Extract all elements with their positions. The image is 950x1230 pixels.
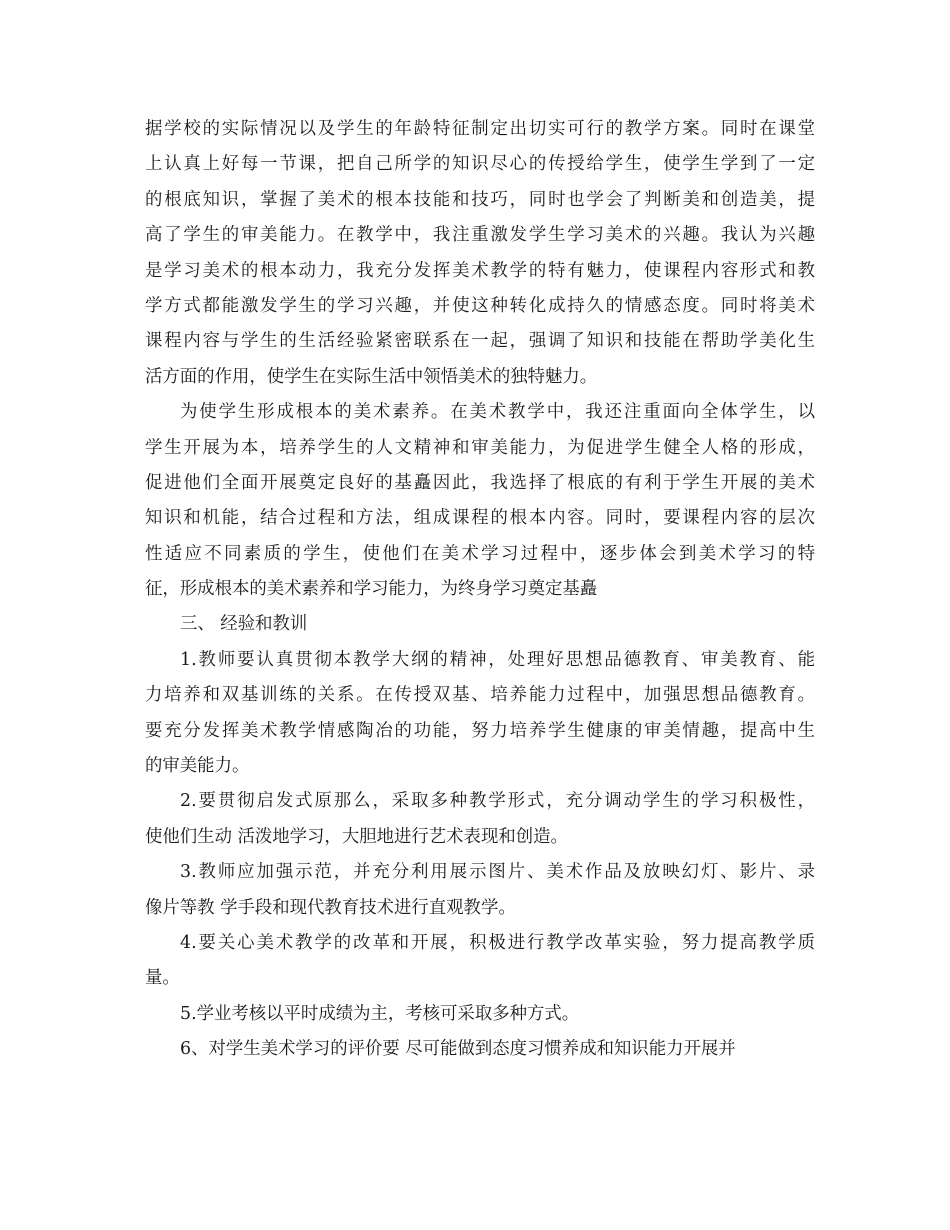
text-line: 据学校的实际情况以及学生的年龄特征制定出切实可行的教学方案。同时在课堂 [145, 119, 815, 139]
document-body [145, 112, 815, 1068]
text-line: 学方式都能激发学生的学习兴趣，并使这种转化成持久的情感态度。同时将美术 [145, 295, 815, 316]
list-item-5-line: 5.学业考核以平时成绩为主，考核可采取多种方式。 [180, 1003, 580, 1024]
list-item-3-line: 3.教师应加强示范，并充分利用展示图片、美术作品及放映幻灯、影片、录 [180, 862, 815, 883]
list-item-1-line: 1.教师要认真贯彻本教学大纲的精神，处理好思想品德教育、审美教育、能 [180, 649, 815, 670]
text-line: 性适应不同素质的学生，使他们在美术学习过程中，逐步体会到美术学习的特 [145, 543, 815, 564]
list-item-2-line: 2.要贯彻启发式原那么，采取多种教学形式，充分调动学生的学习积极性， [180, 791, 815, 812]
text-line: 的审美能力。 [145, 756, 250, 777]
text-line: 使他们生动 活泼地学习，大胆地进行艺术表现和创造。 [145, 826, 568, 847]
text-line: 课程内容与学生的生活经验紧密联系在一起，强调了知识和技能在帮助学美化生 [145, 331, 815, 352]
text-line: 促进他们全面开展奠定良好的基矗因此，我选择了根底的有利于学生开展的美术 [145, 472, 815, 493]
text-line: 要充分发挥美术教学情感陶冶的功能，努力培养学生健康的审美情趣，提高中生 [145, 720, 815, 741]
text-line: 是学习美术的根本动力，我充分发挥美术教学的特有魅力，使课程内容形式和教 [145, 260, 815, 281]
list-item-4-line: 4.要关心美术教学的改革和开展，积极进行教学改革实验，努力提高教学质 [180, 932, 815, 953]
text-line: 学生开展为本，培养学生的人文精神和审美能力，为促进学生健全人格的形成， [145, 437, 815, 458]
text-line: 像片等教 学手段和现代教育技术进行直观教学。 [145, 897, 516, 918]
paragraph-first-line: 为使学生形成根本的美术素养。在美术教学中，我还注重面向全体学生，以 [180, 402, 815, 423]
list-item-6-line: 6、对学生美术学习的评价要 尽可能做到态度习惯养成和知识能力开展并 [180, 1039, 736, 1060]
text-line: 活方面的作用，使学生在实际生活中领悟美术的独特魅力。 [145, 366, 598, 387]
text-line: 的根底知识，掌握了美术的根本技能和技巧，同时也学会了判断美和创造美，提 [145, 189, 815, 210]
text-line: 征，形成根本的美术素养和学习能力，为终身学习奠定基矗 [145, 579, 598, 600]
text-line: 高了学生的审美能力。在教学中，我注重激发学生学习美术的兴趣。我认为兴趣 [145, 225, 815, 246]
text-line: 知识和机能，结合过程和方法，组成课程的根本内容。同时，要课程内容的层次 [145, 508, 815, 529]
section-heading: 三、 经验和教训 [180, 614, 308, 635]
text-line: 上认真上好每一节课，把自己所学的知识尽心的传授给学生，使学生学到了一定 [145, 154, 815, 175]
text-line: 量。 [145, 968, 180, 989]
text-line: 力培养和双基训练的关系。在传授双基、培养能力过程中，加强思想品德教育。 [145, 685, 815, 706]
